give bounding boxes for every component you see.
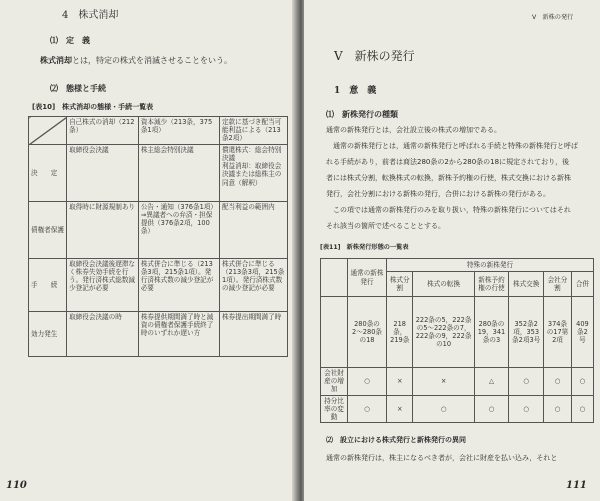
table11-mark-cell: × [387,368,413,396]
table11-ref-cell: 352条2項，353条2項3号 [509,297,544,368]
table10-caption: [表10] 株式消却の態様・手続一覧表 [32,103,154,111]
running-head: V 新株の発行 [532,14,574,21]
table10-head-cell: 定款に基づき配当可能利益による（213条2項） [219,117,287,145]
right-page [304,0,600,501]
table11-mark-cell: ○ [571,368,593,396]
table10-cell: 取得時に財源規制あり [67,201,139,258]
table10-header-row [29,117,288,145]
table10-row-label: 手 続 [29,258,67,311]
section-title: 4 株式消却 [62,10,119,21]
table11-row [321,395,594,423]
table10-head-cell: 資本減少（213条，375条1項） [138,117,219,145]
table10-cell: 株券提供期間満了時と減資の債権者保護手続終了時のいずれか遅い方 [138,311,219,356]
body-line: それ該当の箇所で述べることとする。 [326,222,445,230]
table11-mark-cell: ○ [509,368,544,396]
table11-ref-cell: 222条の5，222条の5〜222条の7，222条の9，222条の10 [413,297,474,368]
table11-caption: [表11] 新株発行形態の一覧表 [320,244,409,251]
table11-row-label: 持分比率の変動 [321,395,348,423]
table11-mark-cell: ○ [474,395,509,423]
table11-mark-cell: ○ [544,395,572,423]
table11-mark-cell: × [413,368,474,396]
table10-row [29,201,288,258]
table10-cell: 償還株式：総会特別決議 利益消却：取締役会決議または総株主の同意（解釈） [219,144,287,201]
table11-ref-cell: 280条の19，341条の3 [474,297,509,368]
subheading-comparison: ⑵ 設立における株式発行と新株発行の異同 [326,436,466,444]
chapter-title: V 新株の発行 [334,49,415,63]
body-line: れる手続があり，前者は商法280条の2から280条の18に規定されており，後 [326,158,570,166]
table11-corner-cell [321,259,348,297]
table11-ref-row [321,297,594,368]
table11-mark-cell: ○ [544,368,572,396]
table11-col-header: 株式分割 [387,272,413,297]
table11-ref-cell: 374条の17第2項 [544,297,572,368]
body-line: 通常の新株発行とは，通常の新株発行と呼ばれる手続と特殊の新株発行と呼ば [326,142,578,150]
table11-row [321,368,594,396]
term-bold: 株式消却 [40,56,72,65]
table11-mark-cell: ○ [509,395,544,423]
table10-cell: 株券提出期間満了時 [219,311,287,356]
table11-col-header: 合併 [571,272,593,297]
table11-row-label: 会社財産の増加 [321,368,348,396]
body-line: 発行，会社分割における新株の発行，合併における新株の発行がある。 [326,190,550,198]
table11-group-row [321,259,594,272]
table11-col-header: 会社分割 [544,272,572,297]
body-line: この項では通常の新株発行のみを取り扱い，特殊の新株発行についてはそれ [326,206,571,214]
body-line: 通常の新株発行とは，会社設立後の株式の増加である。 [326,126,501,134]
subheading-meaning: 1 意 義 [334,86,377,96]
definition-text: とは，特定の株式を消滅させることをいう。 [72,56,232,65]
table11 [320,258,594,423]
table11-col-header: 通常の新株発行 [348,259,387,297]
table10-corner-cell [29,117,67,145]
table11-ref-label [321,297,348,368]
subheading-types: ⑴ 新株発行の種類 [326,110,398,119]
table11-mark-cell: △ [474,368,509,396]
table11-mark-cell: ○ [348,368,387,396]
table10-row-label: 効力発生 [29,311,67,356]
table11-mark-cell: ○ [348,395,387,423]
table10 [28,116,288,357]
page-number-right: 111 [566,480,587,491]
left-page [0,0,296,501]
table10-row-label: 決 定 [29,144,67,201]
table10-cell: 公告・通知（376条1項） ⇒異議者への弁済・担保提供（376条2項，100条） [138,201,219,258]
table10-cell: 取締役会決議後遅滞なく株券失効手続を行う。発行済株式総数減少登記が必要 [67,258,139,311]
table10-cell: 配当利益の範囲内 [219,201,287,258]
table10-cell: 株式併合に準じる（213条3項，215条1項）。発行済株式数の減少登記が必要 [138,258,219,311]
table11-ref-cell: 409条2号 [571,297,593,368]
page-number-left: 110 [6,480,27,491]
table11-mark-cell: ○ [413,395,474,423]
table11-col-header: 新株予約権の行使 [474,272,509,297]
table11-group-header: 特殊の新株発行 [387,259,594,272]
table10-cell: 取締役会決議の時 [67,311,139,356]
table10-cell: 株主総会特別決議 [138,144,219,201]
table10-row [29,258,288,311]
table11-mark-cell: ○ [571,395,593,423]
table10-row-label: 債権者保護 [29,201,67,258]
table11-ref-cell: 280条の2〜280条の18 [348,297,387,368]
body-line: 者には株式分割，転換株式の転換，新株予約権の行使，株式交換における新株 [326,174,571,182]
table11-col-header: 株式の転換 [413,272,474,297]
table10-cell: 株式併合に準じる（213条3項，215条1項）。発行済株式数の減少登記が必要 [219,258,287,311]
subheading-definition: ⑴ 定 義 [50,36,90,45]
table10-head-cell: 自己株式の消却（212条） [67,117,139,145]
table10-row [29,144,288,201]
subheading-procedure: ⑵ 態様と手続 [50,84,106,93]
body-line-last: 通常の新株発行は，株主になるべき者が，会社に財産を払い込み，それと [326,454,558,462]
table11-col-header: 株式交換 [509,272,544,297]
table11-mark-cell: × [387,395,413,423]
table10-cell: 取締役会決議 [67,144,139,201]
table11-ref-cell: 218条，219条 [387,297,413,368]
definition-paragraph [40,56,232,65]
table10-row [29,311,288,356]
